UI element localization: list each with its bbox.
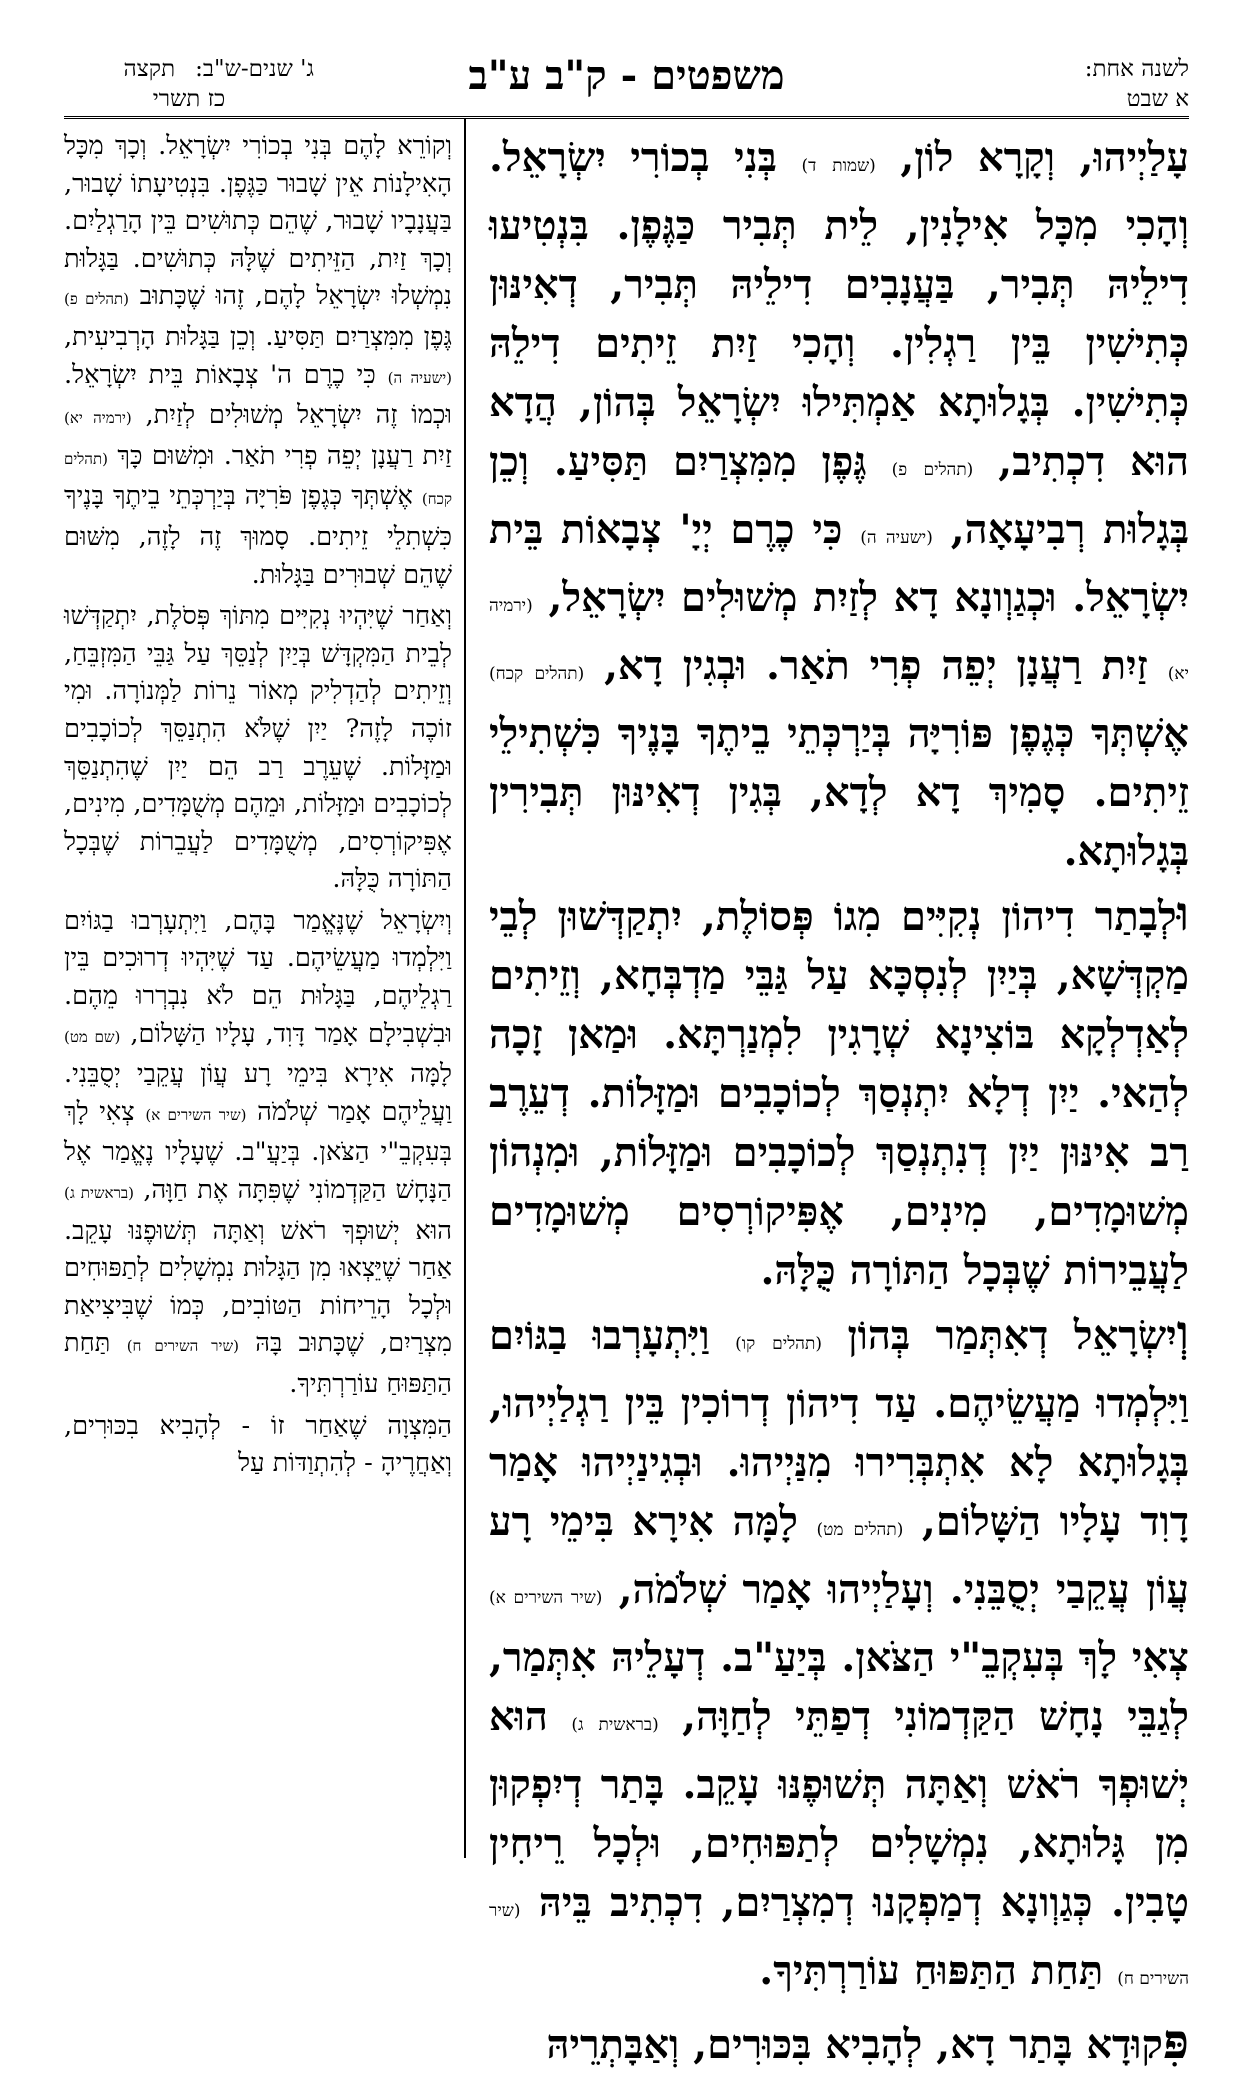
text-run: כִּי כֶרֶם יְיָ' צְבָאוֹת בֵּית יִשְׂרָאֵל. וּכְגַוְונָא דָא לְזַיִת מְשׁוּלִים יִשְׂרָאֵל, (489, 506, 1189, 621)
initial-letter: וְ (1176, 1305, 1189, 1361)
source-reference: (ישעיה ה) (860, 528, 933, 548)
source-reference: (ירמיה יא) (64, 409, 132, 428)
three-years-date: כז תשרי (152, 86, 226, 112)
source-reference: (תהלים קכח) (489, 664, 585, 684)
translation-column (64, 128, 452, 1487)
text-run: קוּדָא בָּתַר דָא, לְהָבִיא בִּכּוּרִים, וְאַבָּתְרֵיהּ (546, 2021, 1163, 2068)
text-run: וַיִּתְעָרְבוּ בַגּוֹיִם וַיִּלְמְדוּ מַעֲשֵׂיהֶם. עַד דִיהוֹן דְרוֹכִין בֵּין רַגְלַיְיהוּ, בְּגָלוּתָא לָא אִתְבְּרִירוּ מִנַּיְיהוּ. וּבְגִינַיְיהוּ אָמַר דָוִד עָלָיו הַשָּׁלוֹם, (489, 1312, 1189, 1545)
daily-schedule-three-years (64, 54, 314, 114)
text-run: עָלַיְיהוּ, וְקָרָא לוֹן, (875, 134, 1190, 181)
text-run: הוּא יְשׁוּפְךָ רֹאשׁ וְאַתָּה תְּשׁוּפֶנּוּ עָקֵב. אַחַר שֶׁיֵּצְאוּ מִן הַגָּלוּת נִמְשָׁלִים לְתַפּוּחִים וּלְכָל הָרֵיחוֹת הַטּוֹבִים, כְּמוֹ שֶׁבִּיצִיאַת מִצְרַיִם, שֶׁכָּתוּב בָּהּ (64, 1215, 452, 1359)
text-run: הַמִּצְוָה שֶׁאַחַר זוֹ - לְהָבִיא בִכּוּרִים, וְאַחֲרֶיהָ - לְהִתְוַדּוֹת עַל (64, 1410, 452, 1479)
text-run: גֶּפֶן מִמִּצְרַיִם תַּסִּיעַ. וְכֵן בְּגָלוּת רְבִיעָאָה, (489, 438, 1190, 553)
column-divider (464, 118, 466, 1858)
text-run: צְאִי לָךְ בְּעִקְבֵ"י הַצֹּאן. בְּיַעֲ"ב. שֶׁעָלָיו נֶאֱמַר אֶל הַנָּחָשׁ הַקַּדְמוֹנִי שֶׁפִּתָּה אֶת חַוָּה, (64, 1096, 452, 1206)
source-reference: (שיר השירים ח) (126, 1337, 239, 1356)
text-run: זַיִת רַעֲנָן יְפֵה פְרִי תֹאַר. וּבְגִין דָא, (584, 642, 1168, 689)
text-run: כִּי כֶרֶם ה' צְבָאוֹת בֵּית יִשְׂרָאֵל. וּכְמוֹ זֶה יִשְׂרָאֵל מְשׁוּלִים לְזַיִת, (64, 359, 452, 431)
header-divider (64, 116, 1189, 119)
text-run: וְיִשְׂרָאֵל שֶׁנֶּאֱמַר בָּהֶם, וַיִּתְעָרְבוּ בַגּוֹיִם וַיִּלְמְדוּ מַעֲשֵׂיהֶם. עַד שֶׁיִּהְיוּ דְרוּכִים בֵּין רַגְלֵיהֶם, בַּגָּלוּת הֵם לֹא נִבְרְרוּ מֵהֶם. וּבִשְׁבִילָם אָמַר דָּוִד, עָלָיו הַשָּׁלוֹם, (64, 905, 452, 1049)
main-text-column (489, 128, 1189, 2078)
text-run: יִשְׂרָאֵל דְאִתְּמַר בְּהוֹן (821, 1312, 1177, 1359)
text-run: בְּנִי בְכוֹרִי יִשְׂרָאֵל. וְהָכִי מִכָּל אִילָנִין, לֵית תְּבִיר כַּגֶּפֶן. בִּנְטִיעוּ דִילֵיהּ תְּבִיר, בַּעֲנָבִים דִילֵיהּ תְּבִיר, דְאִינּוּן כְּתִישִׁין בֵּין רַגְלִין. וְהָכִי זַיִת זֵיתִים דִילֵהּ כְּתִישִׁין. בְּגָלוּתָא אַמְתִּילוּ יִשְׂרָאֵל בְּהוֹן, הֲדָא הוּא דִכְתִיב, (489, 134, 1190, 485)
one-year-label: לשנה אחת: (1084, 56, 1189, 82)
main-paragraph-2 (489, 885, 1189, 1300)
page-header (64, 48, 1189, 118)
text-run: זַיִת רַעֲנָן יְפֵה פְרִי תֹאַר. וּמִשּׁוּם כָּךְ (107, 440, 452, 471)
source-reference: (תהלים מט) (816, 1520, 904, 1540)
text-run: הוּא יְשׁוּפְךָ רֹאשׁ וְאַתָּה תְּשׁוּפֶנּוּ עָקֵב. בָּתַר דְיִפְקוּן מִן גָּלוּתָא, נִמְשָׁלִים לְתַפּוּחִים, וּלְכָל רֵיחִין טָבִין. כְּגַוְונָא דְמַפְקָנוּ דְמִצְרַיִם, דִכְתִיב בֵּיהּ (489, 1693, 1189, 1926)
source-reference: (ירמיה יא) (489, 596, 1189, 684)
main-paragraph-1 (489, 128, 1189, 881)
text-run: לְבָתַר דִיהוֹן נְקִיִּים מִגוֹ פְּסוֹלֶת, יִתְקַדְּשׁוּן לְבֵי מַקְדְּשָׁא, בְּיַיִן לְנִסְכָּא עַל גַּבֵּי מַדְבְּחָא, וְזֵיתִים לְאַדְלְקָא בּוֹצִינָא שְׁרָגִין לִמְנַרְתָּא. וּמַאן זָכָה לְהַאי. יַיִן דְלָא יִתְנְסַךְ לְכוֹכָבִים וּמַזָּלוֹת. דְעֵרֶב רַב אִינּוּן יַיִן דְנִתְנְסַךְ לְכוֹכָבִים וּמַזָּלוֹת, וּמִנְהוֹן מְשׁוּמָדִים, מִינִים, אֶפִּיקוֹרְסִים מְשׁוּמָדִים לַעֲבֵירוֹת שֶׁבְּכָל הַתּוֹרָה כֻּלָּהּ. (489, 893, 1189, 1294)
main-paragraph-4 (489, 2013, 1189, 2074)
source-reference: (בראשית ג) (571, 1715, 659, 1735)
text-run: תַּחַת הַתַּפּוּחַ עוֹרַרְתִּיךָ. (64, 1328, 452, 1399)
translation-paragraph-4 (64, 1408, 452, 1483)
text-run: וְאַחַר שֶׁיִּהְיוּ נְקִיִּים מִתּוֹךְ פְּסֹלֶת, יִתְקַדְּשׁוּ לְבֵית הַמִּקְדָּשׁ בְּיַיִן לְנַסֵּךְ עַל גַּבֵּי הַמִּזְבֵּחַ, וְזֵיתִים לְהַדְלִיק מְאוֹר נֵרוֹת לַמְּנוֹרָה. וּמִי זוֹכֶה לָזֶה? יַיִן שֶׁלֹּא הִתְנַסֵּךְ לְכוֹכָבִים וּמַזָּלוֹת. שֶׁעֵרֶב רַב הֵם יַיִן שֶׁהִתְנַסֵּךְ לְכוֹכָבִים וּמַזָּלוֹת, וּמֵהֶם מְשֻׁמָּדִים, מִינִים, אֶפִּיקוֹרְסִים, מְשֻׁמָּדִים לַעֲבֵרוֹת שֶׁבְּכָל הַתּוֹרָה כֻּלָּהּ. (64, 601, 452, 895)
main-paragraph-3 (489, 1304, 1189, 2009)
text-run: גֶּפֶן מִמִּצְרַיִם תַּסִּיעַ. וְכֵן בַּגָּלוּת הָרְבִיעִית, (64, 321, 452, 352)
text-run: צְאִי לָךְ בְּעִקְבֵ"י הַצֹּאן. בְּיַעַ"ב. דְעָלֵיהּ אִתְּמַר, לְגַבֵּי נָחָשׁ הַקַּדְמוֹנִי דְפַתֵּי לְחַוָּה, (489, 1634, 1189, 1740)
source-reference: (ישעיה ה) (387, 368, 452, 387)
text-run: לָמָּה אִירָא בִּימֵי רָע עֲוֹן עֲקֵבַי יְסֻבֵּנִי. וַעֲלֵיהֶם אָמַר שְׁלֹמֹה (64, 1059, 452, 1127)
source-reference: (שם מט) (64, 1027, 121, 1046)
text-run: וְקוֹרֵא לָהֶם בְּנִי בְכוֹרִי יִשְׂרָאֵל. וְכָךְ מִכָּל הָאִילָנוֹת אֵין שָׁבוּר כַּגֶּפֶן. בִּנְטִיעָתוֹ שָׁבוּר, בַּעֲנָבָיו שָׁבוּר, שֶׁהֵם כְּתוּשִׁים בֵּין הָרַגְלַיִם. וְכָךְ זַיִת, הַזֵּיתִים שֶׁלָּהּ כְּתוּשִׁים. בַּגָּלוּת נִמְשְׁלוּ יִשְׂרָאֵל לָהֶם, זֶהוּ שֶׁכָּתוּב (64, 131, 453, 312)
source-reference: (תהלים קו) (735, 1334, 822, 1354)
source-reference: (בראשית ג) (64, 1184, 134, 1203)
source-reference: (שיר השירים א) (489, 1588, 603, 1608)
page-title: משפטים - ק"ב ע"ב (468, 52, 785, 99)
three-years-section: תקצה (123, 56, 176, 82)
source-reference: (שמות ד) (801, 156, 876, 176)
source-reference: (תהלים פ) (891, 460, 974, 480)
source-reference: (שיר השירים ח) (489, 1901, 1189, 1989)
text-run: אֶשְׁתְּךָ כְּגֶפֶן פּוֹרִיָּה בְּיַרְכְּתֵי בֵיתֶךָ בָּנֶיךָ כִּשְׁתִילֵי זֵיתִים. סָמִיךְ דָא לְדָא, בְּגִין דְאִינּוּן תְּבִירִין בְּגָלוּתָא. (489, 710, 1189, 875)
text-run: תַּחַת הַתַּפּוּחַ עוֹרַרְתִּיךָ. (759, 1947, 1118, 1994)
translation-paragraph-2 (64, 598, 452, 899)
three-years-label: ג' שנים-ש"ב: (195, 56, 314, 82)
one-year-date: א שבט (1126, 86, 1189, 112)
initial-letter: וּ (1176, 886, 1189, 942)
source-reference: (תהלים פ) (64, 290, 130, 309)
translation-paragraph-3 (64, 903, 452, 1404)
text-run: אֶשְׁתְּךָ כְּגֶפֶן פֹּרִיָּה בְּיַרְכְּתֵי בֵיתֶךָ בָּנֶיךָ כִּשְׁתִלֵי זֵיתִים. סָמוּךְ זֶה לָזֶה, מִשּׁוּם שֶׁהֵם שְׁבוּרִים בַּגָּלוּת. (64, 481, 452, 590)
source-reference: (שיר השירים א) (145, 1105, 247, 1124)
source-reference: (תהלים קכח) (64, 449, 452, 509)
initial-letter: פִּ (1162, 2014, 1189, 2070)
text-run: לָמָּה אִירָא בִּימֵי רָע עֲוֹן עֲקֵבַי יְסֻבֵּנִי. וְעָלַיְיהוּ אָמַר שְׁלֹמֹה, (489, 1498, 1190, 1613)
translation-paragraph-1 (64, 128, 452, 594)
